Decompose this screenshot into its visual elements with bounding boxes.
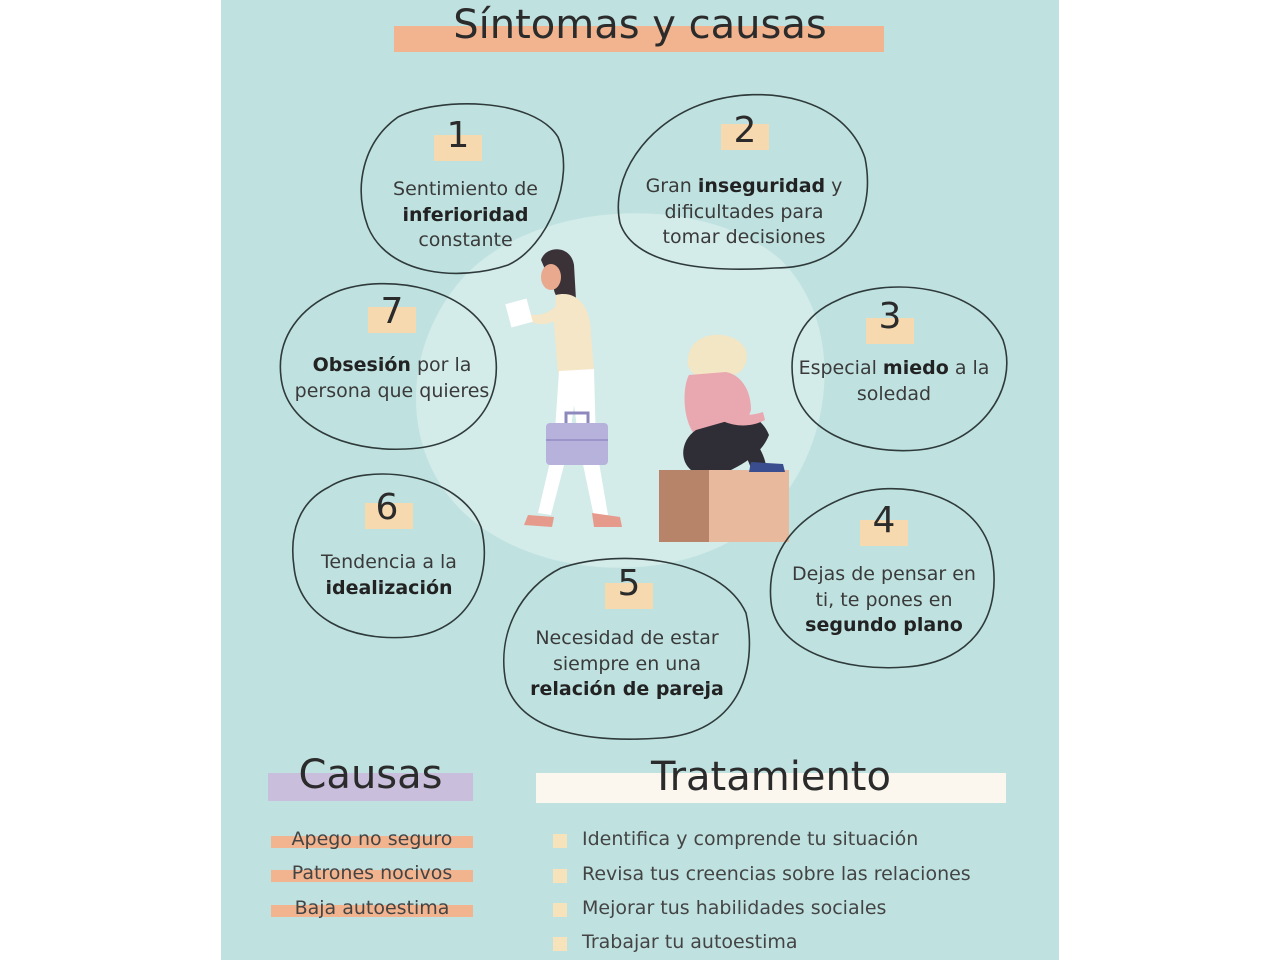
page-title: Síntomas y causas	[453, 2, 827, 48]
symptom-7-text-bold: Obsesión	[312, 354, 411, 376]
symptom-4-text-pre: Dejas de pensar en ti, te pones en	[792, 563, 976, 611]
symptom-6-text-bold: idealización	[325, 576, 453, 599]
walking-woman-illustration	[496, 245, 656, 545]
symptom-4-text-bold: segundo plano	[805, 614, 963, 636]
symptom-7-text	[294, 353, 490, 404]
treatment-item-2: Revisa tus creencias sobre las relaciones	[582, 863, 971, 885]
symptom-4-text	[786, 562, 982, 639]
symptom-3-text-pre: Especial	[798, 357, 877, 379]
symptom-5-text-pre: Necesidad de estar siempre en una	[535, 627, 719, 675]
symptom-2-bubble	[615, 88, 873, 278]
treatment-item-1: Identifica y comprende tu situación	[582, 828, 919, 850]
symptom-1-text-post: constante	[418, 229, 513, 251]
treatment-bullet-2	[553, 869, 567, 883]
symptom-6-text	[289, 550, 489, 601]
symptom-1-text-pre: Sentimiento de	[393, 178, 538, 200]
causas-heading: Causas	[298, 752, 443, 798]
symptom-3-text-post: a la soledad	[856, 357, 990, 405]
treatment-item-4: Trabajar tu autoestima	[582, 931, 798, 953]
symptom-7-number: 7	[380, 291, 404, 332]
symptom-2-number: 2	[733, 110, 757, 151]
cause-item-3: Baja autoestima	[294, 897, 450, 919]
infographic-poster	[221, 0, 1059, 960]
symptom-4-bubble	[766, 482, 998, 672]
symptom-2-text	[639, 174, 849, 251]
symptom-5-text-bold: relación de pareja	[530, 678, 724, 700]
symptom-2-text-bold: inseguridad	[697, 175, 826, 197]
symptom-3-number: 3	[878, 296, 902, 337]
symptom-7-text-post: por la persona que quieres	[294, 354, 490, 402]
cause-item-1: Apego no seguro	[291, 828, 453, 850]
symptom-1-number: 1	[446, 115, 470, 156]
symptom-6-text-pre: Tendencia a la	[321, 551, 457, 573]
symptom-2-text-pre: Gran	[645, 175, 692, 197]
tratamiento-heading: Tratamiento	[651, 754, 891, 800]
symptom-6-bubble	[289, 467, 489, 639]
treatment-bullet-1	[553, 834, 567, 848]
symptom-3-text-bold: miedo	[882, 357, 949, 379]
symptom-3-bubble	[788, 280, 1010, 455]
symptom-6-number: 6	[375, 487, 399, 528]
symptom-2-text-post: y dificultades para tomar decisiones	[662, 175, 843, 248]
treatment-bullet-3	[553, 903, 567, 917]
symptom-3-text	[794, 356, 994, 407]
symptom-5-number: 5	[617, 563, 641, 604]
symptom-7-bubble	[276, 277, 501, 453]
symptom-5-text	[515, 626, 739, 703]
symptom-1-bubble	[358, 97, 573, 277]
treatment-item-3: Mejorar tus habilidades sociales	[582, 897, 887, 919]
treatment-bullet-4	[553, 937, 567, 951]
symptom-1-text-bold: inferioridad	[402, 203, 529, 226]
symptom-5-bubble	[501, 553, 753, 741]
symptom-1-text	[358, 177, 573, 254]
cause-item-2: Patrones nocivos	[291, 862, 453, 884]
symptom-4-number: 4	[872, 500, 896, 541]
